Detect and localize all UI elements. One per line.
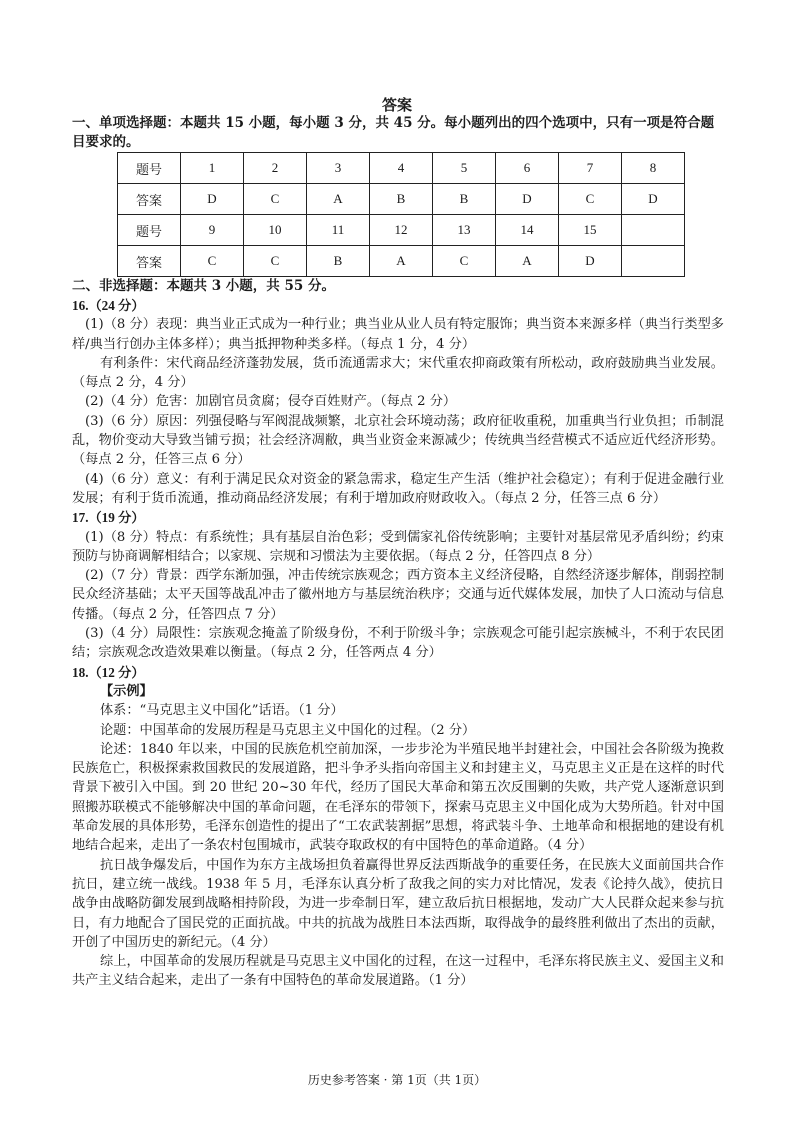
row-label-ans: 答案	[118, 246, 181, 277]
q18-system: 体系：“马克思主义中国化”话语。（1 分）	[100, 703, 344, 719]
answer-cell: D	[496, 184, 559, 215]
q18-conclusion: 综上，中国革命的发展历程就是马克思主义中国化的过程，在这一过程中，毛泽东将民族主义、爱国主义和共产主义结合起来，走出了一条有中国特色的革命发展道路。（1 分）	[72, 954, 724, 989]
question-number: 1	[181, 153, 244, 184]
answer-cell: A	[370, 246, 433, 277]
answer-cell: C	[244, 246, 307, 277]
answer-cell: C	[559, 184, 622, 215]
question-number: 2	[244, 153, 307, 184]
row-label-num: 题号	[118, 153, 181, 184]
page-footer: 历史参考答案 · 第 1页（共 1页）	[307, 1073, 487, 1087]
row-label-ans: 答案	[118, 184, 181, 215]
q18-argument-1: 论述：1840 年以来，中国的民族危机空前加深，一步步沦为半殖民地半封建社会，中国社会各阶级为挽救民族危亡，积极探索救国救民的发展道路，把斗争矛头指向帝国主义和封建主义，马克思主义正是在这样的时代背景下被引入中国。到 20 世纪 20~30 年代，经历了国民大革命和第五次反围剿的失败，共产党人逐渐意识到照搬苏联模式不能够解决中国的革命问题，在毛泽东的带领下，探索马克思主义中国化成为大势所趋。针对中国革命发展的具体形势，毛泽东创造性的提出了“工农武装割据”思想，将武装斗争、土地革命和根据地的建设有机地结合起来，走出了一条农村包围城市，武装夺取政权的有中国特色的革命道路。（4 分）	[72, 741, 724, 854]
q18-example-label: 【示例】	[100, 683, 153, 699]
q16-part1-conditions: 有利条件：宋代商品经济蓬勃发展，货币流通需求大；宋代重农抑商政策有所松动，政府鼓励典当业发展。（每点 2 分，4 分）	[72, 355, 724, 391]
question-number: 3	[307, 153, 370, 184]
q16-part3: (3)（6 分）原因：列强侵略与军阀混战频繁，北京社会环境动荡；政府征收重税，加重典当行业负担；币制混乱，物价变动大导致当铺亏损；社会经济凋敝，典当业资金来源减少；传统典当经营模式不适应近代经济形势。（每点 2 分，任答三点 6 分）	[72, 413, 724, 468]
answer-cell: D	[622, 184, 685, 215]
question-number	[622, 215, 685, 246]
question-number: 10	[244, 215, 307, 246]
question-number: 5	[433, 153, 496, 184]
answer-cell: C	[244, 184, 307, 215]
answer-cell: B	[307, 246, 370, 277]
row-label-num: 题号	[118, 215, 181, 246]
q16-part1: (1)（8 分）表现：典当业正式成为一种行业；典当业从业人员有特定服饰；典当资本来源多样（典当行类型多样/典当行创办主体多样）；典当抵押物种类多样。（每点 1 分，4 分）	[72, 317, 724, 352]
answer-body	[72, 296, 724, 991]
section1-heading: 一、单项选择题：本题共 15 小题，每小题 3 分，共 45 分。每小题列出的四个选项中，只有一项是符合题目要求的。	[72, 115, 715, 150]
question-number: 11	[307, 215, 370, 246]
question-number: 15	[559, 215, 622, 246]
answer-cell: D	[181, 184, 244, 215]
page-title: 答案	[381, 96, 412, 114]
answer-cell	[622, 246, 685, 277]
q17-part2: (2)（7 分）背景：西学东渐加强，冲击传统宗族观念；西方资本主义经济侵略，自然经济逐步解体，削弱控制民众经济基础；太平天国等战乱冲击了徽州地方与基层统治秩序；交通与近代媒体发展，加快了人口流动与信息传播。（每点 2 分，任答四点 7 分）	[72, 568, 724, 622]
answer-cell: C	[433, 246, 496, 277]
answer-cell: D	[559, 246, 622, 277]
q18-header: 18.（12 分）	[72, 664, 145, 680]
table-row	[118, 184, 685, 215]
question-number: 6	[496, 153, 559, 184]
answer-cell: B	[433, 184, 496, 215]
question-number: 13	[433, 215, 496, 246]
section2-heading: 二、非选择题：本题共 3 小题，共 55 分。	[72, 278, 335, 294]
q17-part3: (3)（4 分）局限性：宗族观念掩盖了阶级身份，不利于阶级斗争；宗族观念可能引起宗族械斗，不利于农民团结；宗族观念改造效果难以衡量。（每点 2 分，任答两点 4 分）	[72, 626, 724, 661]
q17-part1: (1)（8 分）特点：有系统性；具有基层自治色彩；受到儒家礼俗传统影响；主要针对基层常见矛盾纠纷；约束预防与协商调解相结合；以家规、宗规和习惯法为主要依据。（每点 2 分，任答四点 8 分）	[72, 529, 724, 564]
q18-thesis: 论题：中国革命的发展历程是马克思主义中国化的过程。（2 分）	[100, 722, 476, 738]
question-number: 4	[370, 153, 433, 184]
answer-cell: A	[307, 184, 370, 215]
q16-part4: (4)（6 分）意义：有利于满足民众对资金的紧急需求，稳定生产生活（维护社会稳定）；有利于促进金融行业发展；有利于货币流通，推动商品经济发展；有利于增加政府财政收入。（每点 2 分，任答三点 6 分）	[72, 471, 724, 506]
table-row	[118, 153, 685, 184]
question-number: 9	[181, 215, 244, 246]
answer-cell: C	[181, 246, 244, 277]
table-row	[118, 215, 685, 246]
question-number: 8	[622, 153, 685, 184]
answer-cell: B	[370, 184, 433, 215]
q16-header: 16.（24 分）	[72, 298, 145, 313]
question-number: 12	[370, 215, 433, 246]
table-row	[118, 246, 685, 277]
q17-header: 17.（19 分）	[72, 510, 145, 526]
q18-argument-2: 抗日战争爆发后，中国作为东方主战场担负着赢得世界反法西斯战争的重要任务，在民族大义面前国共合作抗日，建立统一战线。1938 年 5 月，毛泽东认真分析了敌我之间的实力对比情况，发表《论持久战》，使抗日战争由战略防御发展到战略相持阶段，为进一步牵制日军，建立敌后抗日根据地，发动广大人民群众起来参与抗日，有力地配合了国民党的正面抗战。中共的抗战为战胜日本法西斯，取得战争的最终胜利做出了杰出的贡献，开创了中国历史的新纪元。（4 分）	[72, 857, 724, 950]
question-number: 7	[559, 153, 622, 184]
answer-table	[117, 152, 685, 277]
q16-part2: (2)（4 分）危害：加剧官员贪腐；侵夺百姓财产。（每点 2 分）	[85, 394, 457, 410]
answer-cell: A	[496, 246, 559, 277]
question-number: 14	[496, 215, 559, 246]
